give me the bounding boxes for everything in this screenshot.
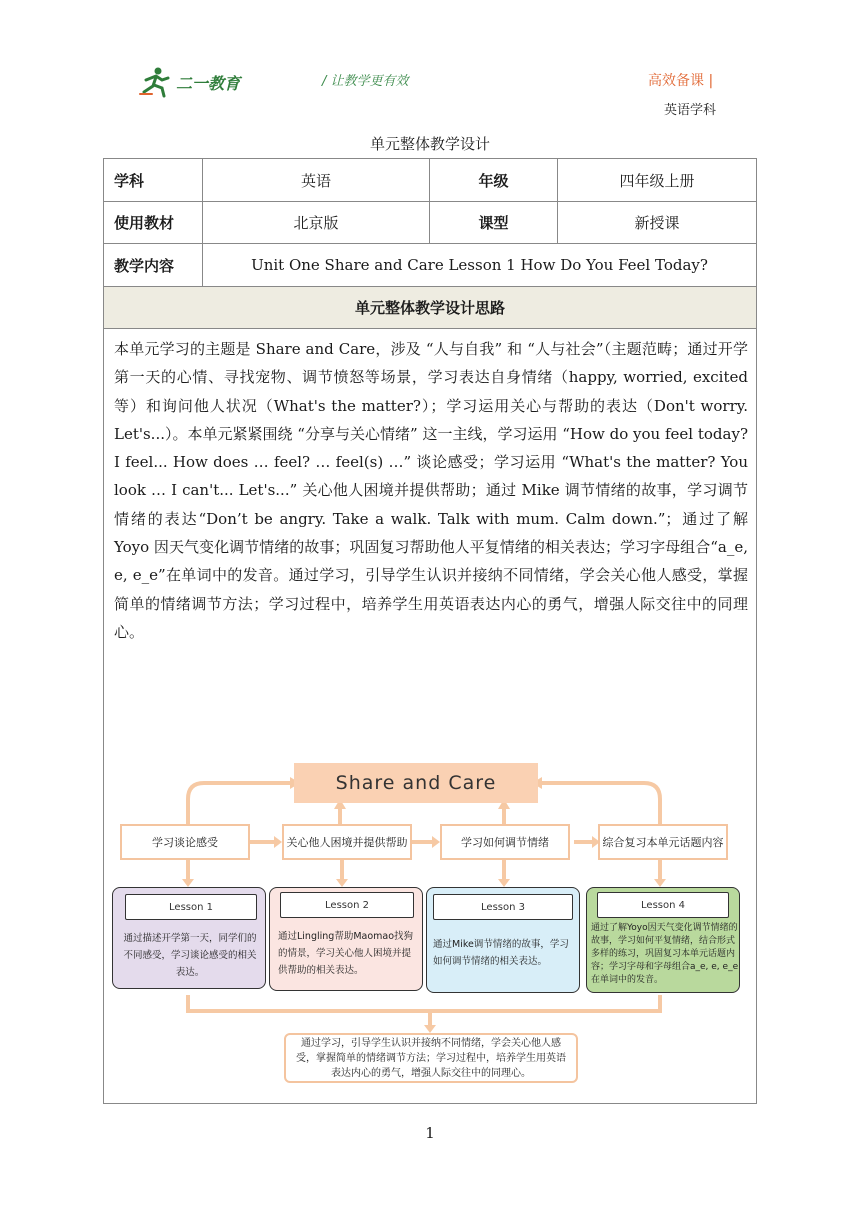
- lesson-type-label: 课型: [430, 202, 558, 243]
- lesson-text: 通过了解Yoyo因天气变化调节情绪的故事，学习如何平复情绪，结合形式多样的练习，巩固复习本单元话题内容；学习字母和字母组合a_e, e, e_e在单词中的发音。: [591, 923, 739, 985]
- table-row: [104, 159, 756, 202]
- logo-text: 二一教育: [176, 73, 241, 93]
- diagram-center-title: Share and Care: [294, 763, 538, 803]
- lesson-card: [112, 887, 266, 989]
- page-number: 1: [425, 1124, 435, 1142]
- header-right-label: 高效备课 |: [648, 73, 714, 89]
- content-value: Unit One Share and Care Lesson 1 How Do You Feel Today?: [251, 256, 708, 274]
- textbook-value: 北京版: [203, 202, 430, 243]
- header-subject: 英语学科: [664, 103, 717, 118]
- lesson-tag: Lesson 2: [280, 892, 414, 918]
- subject-value: 英语: [203, 159, 430, 201]
- lesson-type-value: 新授课: [634, 214, 680, 232]
- document-title: 单元整体教学设计: [369, 135, 490, 153]
- grade-value: 四年级上册: [619, 171, 695, 190]
- lesson-text: 通过Lingling帮助Maomao找狗的情景，学习关心他人困境并提供帮助的相关表达。: [278, 931, 414, 976]
- topic-box: 学习如何调节情绪: [440, 824, 570, 860]
- runner-logo-icon: [138, 66, 174, 98]
- lesson-card: [426, 887, 580, 993]
- textbook-label: 使用教材: [104, 202, 203, 243]
- lesson-card: [586, 887, 740, 993]
- lesson-text: 通过Mike调节情绪的故事，学习如何调节情绪的相关表达。: [433, 939, 569, 967]
- slogan: / 让教学更有效: [322, 74, 409, 89]
- topic-box: 关心他人困境并提供帮助: [282, 824, 412, 860]
- lesson-tag: Lesson 1: [125, 894, 257, 920]
- logo: [138, 64, 258, 100]
- subject-label: 学科: [104, 159, 203, 201]
- lesson-tag: Lesson 4: [597, 892, 729, 918]
- design-table: [103, 158, 757, 1104]
- table-row: [104, 244, 756, 287]
- summary-box: 通过学习，引导学生认识并接纳不同情绪，学会关心他人感受，掌握简单的情绪调节方法；学习过程中，培养学生用英语表达内心的勇气，增强人际交往中的同理心。: [284, 1033, 578, 1083]
- thinking-heading: 单元整体教学设计思路: [104, 287, 756, 329]
- grade-label: 年级: [430, 159, 558, 201]
- topic-box: 综合复习本单元话题内容: [598, 824, 728, 860]
- lesson-card: [269, 887, 423, 991]
- lesson-text: 通过描述开学第一天，同学们的不同感受，学习谈论感受的相关表达。: [123, 933, 257, 978]
- topic-box: 学习谈论感受: [120, 824, 250, 860]
- content-label: 教学内容: [104, 244, 203, 286]
- lesson-tag: Lesson 3: [433, 894, 573, 920]
- table-row: [104, 202, 756, 244]
- design-paragraph: 本单元学习的主题是 Share and Care，涉及 “人与自我” 和 “人与社会”（主题范畴；通过开学第一天的心情、寻找宠物、调节愤怒等场景，学习表达自身情绪（happy, worried, excited 等）和询问他人状况（What's the matter?）；学习运用关心与帮助的表达（Don't worry. Let's...）。本单元紧紧围绕 “分享与关心情绪” 这一主线，学习运用 “How do you feel today? I feel... How does … feel? … feel(s) …” 谈论感受；学习运用 “What's the matter? You look … I can't... Let's...” 关心他人困境并提供帮助；通过 Mike 调节情绪的故事，学习调节情绪的表达“Don’t be angry. Take a walk. Talk with mum. Calm down.”；通过了解 Yoyo 因天气变化调节情绪的故事；巩固复习帮助他人平复情绪的相关表达；学习字母组合“a_e, e, e_e”在单词中的发音。通过学习，引导学生认识并接纳不同情绪，学会关心他人感受，掌握简单的情绪调节方法；学习过程中，培养学生用英语表达内心的勇气，增强人际交往中的同理心。: [114, 340, 748, 641]
